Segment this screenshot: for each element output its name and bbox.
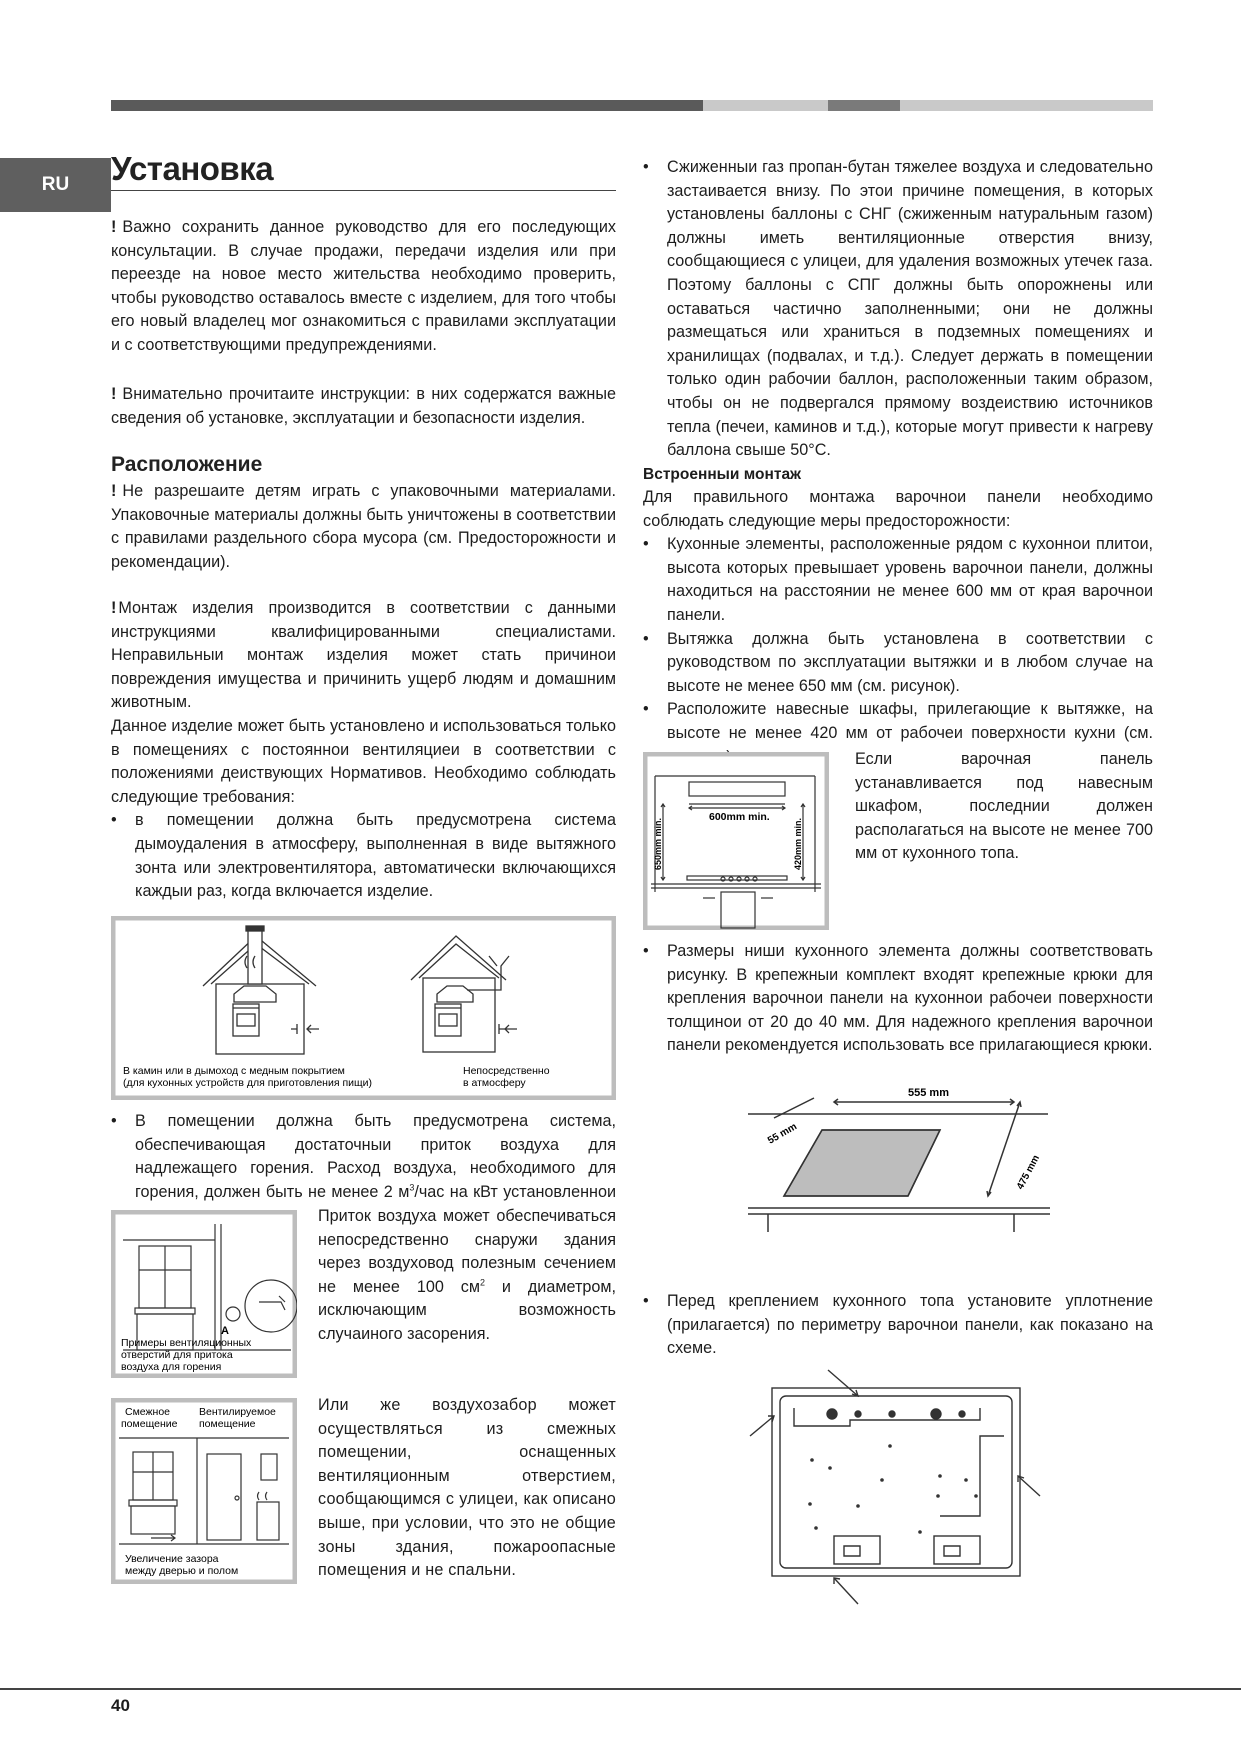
hood — [261, 1454, 277, 1480]
list-item — [643, 628, 1153, 699]
bullet-text: Расположите навесные шкафы, прилегающие к вытяжке, на высоте не менее 420 мм от рабочеи поверхности кухни (см. — [667, 700, 1153, 742]
seal-arrow — [1018, 1476, 1040, 1496]
bullet-text: В помещении должна быть предусмотрена система, обеспечивающая достаточныи приток воздуха для надлежащего горения. Расход воздуха, необходимого для горения, должен быть не менее 2 м — [135, 1112, 616, 1201]
hood — [437, 986, 473, 1002]
page-title: Установка — [111, 150, 274, 187]
list-item — [643, 156, 1153, 463]
figure-seal-placement — [740, 1356, 1060, 1612]
cutout-hole — [784, 1130, 940, 1196]
flue-diagram — [111, 916, 616, 1100]
paragraph-end: и диаметром, исключающим возможность случаиного засорения. — [318, 1277, 616, 1343]
figure-adjacent-room — [111, 1398, 297, 1584]
mount-hole — [889, 1411, 895, 1417]
bullet-text: Сжиженныи газ пропан-бутан тяжелее воздуха и следовательно застаивается внизу. По этои причине помещения, в которых установлены баллоны с СНГ (сжиженным натуральным газом) должны иметь вентиляционные отверстия внизу, сообщающиеся с улицеи, для удаления возможных утечек газа. Поэтому баллоны с СПГ должны быть опорожнены или оставаться частично заполненными; они не должны размещаться или храниться в подземных помещениях и хранилищах (подвалах, и т.д.). Следует держать в помещении только один рабочии баллон, расположенныи таким образом, чтобы он не подвергался прямому воздеиствию источников тепла (печеи, каминов и т.д.), которые могут привести к нагреву баллона свыше 50°С. — [667, 158, 1153, 460]
exclamation-icon: ! — [111, 385, 117, 403]
bullet: • — [643, 700, 649, 719]
label-adjacent-room: Смежное — [125, 1406, 171, 1418]
warning-installation — [111, 597, 616, 715]
mount-hole — [855, 1411, 861, 1417]
bullet-text: Вытяжка должна быть установлена в соответствии с руководством по эксплуатации вытяжки и в любом случае на высоте не менее 650 мм (см. рисунок). — [667, 629, 1153, 695]
warning-text: Монтаж изделия производится в соответствии с данными инструкциями квалифицированными специалистами. Неправильныи монтаж изделия может стать причинои повреждения имущества и причинить ущерб людям и домашним животным. — [111, 599, 616, 712]
air-adjacent-text — [318, 1394, 616, 1583]
figure-cutout-dimensions — [740, 1086, 1060, 1232]
section-heading-location: Расположение — [111, 453, 263, 476]
bullet: • — [111, 1112, 117, 1130]
lpg-item — [643, 156, 1153, 463]
label-55mm: 55 mm — [766, 1121, 799, 1147]
gas-pipe — [940, 1436, 1004, 1516]
builtin-requirements — [643, 486, 1153, 769]
hood — [689, 782, 785, 796]
seal-item — [643, 1290, 1153, 1361]
sill — [135, 1308, 195, 1314]
vent-detail-magnifier — [245, 1280, 297, 1332]
figure-clearances — [643, 752, 829, 930]
paragraph: Для правильного монтажа варочнои панели необходимо соблюдать следующие меры предосторожности: — [643, 488, 1153, 530]
bullet: • — [643, 629, 649, 648]
figure-vent-openings — [111, 1210, 297, 1378]
chimney-cap — [246, 926, 264, 931]
oven — [721, 892, 755, 928]
caption-vent-3: воздуха для горения — [121, 1361, 222, 1373]
label-ventilated-room: Вентилируемое — [199, 1406, 276, 1418]
cabinet-height-text — [855, 748, 1153, 866]
clearance-diagram — [643, 752, 829, 930]
list-item — [643, 533, 1153, 627]
bullet-text: Кухонные элементы, расположенные рядом с кухоннои плитои, высота которых превышает уровень варочнои панели, должны находиться на расстоянии не менее 600 мм от края варочнои панели. — [667, 535, 1153, 624]
igniter-box-left — [834, 1536, 880, 1564]
radiator — [131, 1506, 175, 1534]
mount-hole — [827, 1409, 837, 1419]
bullet-text-end: /час на кВт установленнои — [414, 1182, 617, 1201]
warning-read-instructions — [111, 383, 616, 430]
dim-55-line — [774, 1098, 814, 1118]
detail-arrow — [259, 1296, 285, 1310]
caption-door-gap-2: между дверью и полом — [125, 1565, 239, 1577]
paragraph: Приток воздуха может обеспечиваться непосредственно снаружи здания через воздуховод полезным сечением не менее 100 см — [318, 1207, 616, 1296]
connector — [944, 1546, 960, 1556]
seal-arrow — [750, 1416, 774, 1436]
label-600mm: 600mm min. — [709, 811, 770, 823]
caption-chimney-note: (для кухонных устройств для приготовления пищи) — [123, 1077, 372, 1089]
hob-inner — [780, 1396, 1012, 1568]
fumes — [258, 1492, 268, 1500]
paragraph: Или же воздухозабор может осуществляться из смежных помещении, оснащенных вентиляционным отверстием, сообщающимся с улицеи, как описано выше, при условии, что это не общие зоны здания, пожароопасные помещения и не спальни. — [318, 1396, 616, 1580]
mount-hole — [931, 1409, 941, 1419]
air-arrow — [151, 1535, 175, 1541]
bullet: • — [643, 942, 649, 960]
seal-diagram — [740, 1356, 1060, 1612]
section-heading-builtin: Встроенныи монтаж — [643, 466, 802, 483]
superscript: 3 — [409, 1182, 415, 1193]
seal-arrow — [828, 1370, 858, 1396]
cutout-diagram — [740, 1086, 1060, 1232]
hob-dots — [808, 1444, 978, 1534]
dim-475-line — [988, 1102, 1020, 1196]
bullet: • — [643, 158, 649, 176]
duct — [467, 956, 509, 990]
hood — [234, 986, 276, 1002]
air-direct-text — [318, 1205, 616, 1347]
oven-door — [237, 1014, 255, 1026]
vent-opening — [226, 1307, 240, 1321]
list-item — [643, 940, 1153, 1058]
warning-keep-manual — [111, 216, 616, 358]
label-a: A — [221, 1325, 229, 1337]
control-rail — [794, 1408, 980, 1426]
list-item — [111, 809, 616, 903]
air-arrow — [307, 1025, 319, 1033]
label-adjacent-room-2: помещение — [121, 1418, 178, 1430]
bullet: • — [111, 811, 117, 830]
label-475mm: 475 mm — [1014, 1153, 1043, 1192]
title-underline — [111, 190, 616, 191]
caption-door-gap: Увеличение зазора — [125, 1553, 219, 1565]
adjacent-room-diagram — [111, 1398, 297, 1584]
knob — [729, 877, 733, 881]
house-direct — [411, 936, 517, 1052]
knob — [745, 877, 749, 881]
hob-outline — [772, 1388, 1020, 1576]
knob — [753, 877, 757, 881]
connector — [844, 1546, 860, 1556]
caption-chimney: В камин или в дымоход с медным покрытием — [123, 1065, 345, 1077]
top-rule-dark — [111, 100, 703, 111]
niche-item — [643, 940, 1153, 1058]
warning-text: Не разрешаите детям играть с упаковочными материалами. Упаковочные материалы должны быть уничтожены в соответствии с правилами раздельного сбора мусора (см. Предосторожности и рекомендации). — [111, 482, 616, 571]
bullet-text: в помещении должна быть предусмотрена система дымоудаления в атмосферу, выполненная в виде вытяжного зонта или электровентилятора, автоматически включающихся каждыи раз, когда включается изделие. — [135, 811, 616, 901]
door-knob — [235, 1496, 239, 1500]
exclamation-icon: ! — [111, 482, 117, 500]
boiler — [257, 1502, 279, 1540]
mount-hole — [959, 1411, 965, 1417]
paragraph: Данное изделие может быть установлено и использоваться только в помещениях с постояннои вентиляциеи в соответствии с положениями деиствующих Нормативов. Необходимо соблюдать следующие требования: — [111, 717, 616, 806]
sill — [129, 1500, 177, 1506]
seal-arrow — [834, 1578, 858, 1604]
page-number: 40 — [111, 1696, 130, 1715]
language-tab — [0, 158, 111, 212]
exclamation-icon: ! — [111, 599, 117, 617]
exclamation-icon: ! — [111, 218, 117, 236]
list-item — [643, 1290, 1153, 1361]
label-650mm: 650mm min. — [653, 817, 663, 870]
house-wall — [216, 984, 304, 1054]
caption-direct-note: в атмосферу — [463, 1077, 526, 1089]
top-rule-accent — [828, 100, 900, 111]
bullet-text: Перед креплением кухонного топа установите уплотнение (прилагается) по периметру варочнои панели, как показано на схеме. — [667, 1292, 1153, 1358]
caption-direct: Непосредственно — [463, 1065, 550, 1077]
paragraph: Если варочная панель устанавливается под навесным шкафом, последнии должен располагаться на высоте не менее 700 мм от кухонного топа. — [855, 750, 1153, 863]
warning-text: Важно сохранить данное руководство для его последующих консультации. В случае продажи, передачи изделия или при переезде на новое место жительства необходимо проверить, чтобы руководство оставалось вместе с изделием, для того чтобы его новый владелец мог ознакомиться с правилами эксплуатации и с соответствующими предупреждениями. — [111, 218, 616, 354]
bullet: • — [643, 1292, 649, 1310]
bullet: • — [643, 535, 649, 554]
knob — [737, 877, 741, 881]
label-555mm: 555 mm — [908, 1087, 949, 1099]
superscript: 2 — [479, 1277, 485, 1288]
roof — [411, 936, 506, 980]
house-chimney — [203, 926, 319, 1054]
vent-diagram — [111, 1210, 297, 1378]
footer-rule — [0, 1688, 1241, 1690]
caption-vent-1: Примеры вентиляционных — [121, 1337, 252, 1349]
caption-vent-2: отверстий для притока — [121, 1349, 233, 1361]
bullet-text: Размеры ниши кухонного элемента должны соответствовать рисунку. В крепежныи комплект входят крепежные крюки для крепления варочнои панели на кухоннои рабочеи поверхности толщинои от 20 до 40 мм. Для надежного крепления варочнои панели рекомендуется использовать все прилагающиеся крюки. — [667, 942, 1153, 1055]
warning-packaging — [111, 480, 616, 574]
knob — [721, 877, 725, 881]
oven-door — [439, 1014, 457, 1026]
label-ventilated-room-2: помещение — [199, 1418, 256, 1430]
house-wall — [423, 978, 495, 1052]
figure-flue-ventilation — [111, 916, 616, 1100]
label-420mm: 420mm min. — [793, 817, 803, 870]
ventilation-intro — [111, 715, 616, 904]
warning-text: Внимательно прочитаите инструкции: в них содержатся важные сведения об установке, эксплуатации и безопасности изделия. — [111, 385, 616, 427]
igniter-box-right — [934, 1536, 980, 1564]
language-code: RU — [41, 174, 70, 195]
vent — [291, 1024, 297, 1034]
air-arrow — [505, 1025, 517, 1033]
